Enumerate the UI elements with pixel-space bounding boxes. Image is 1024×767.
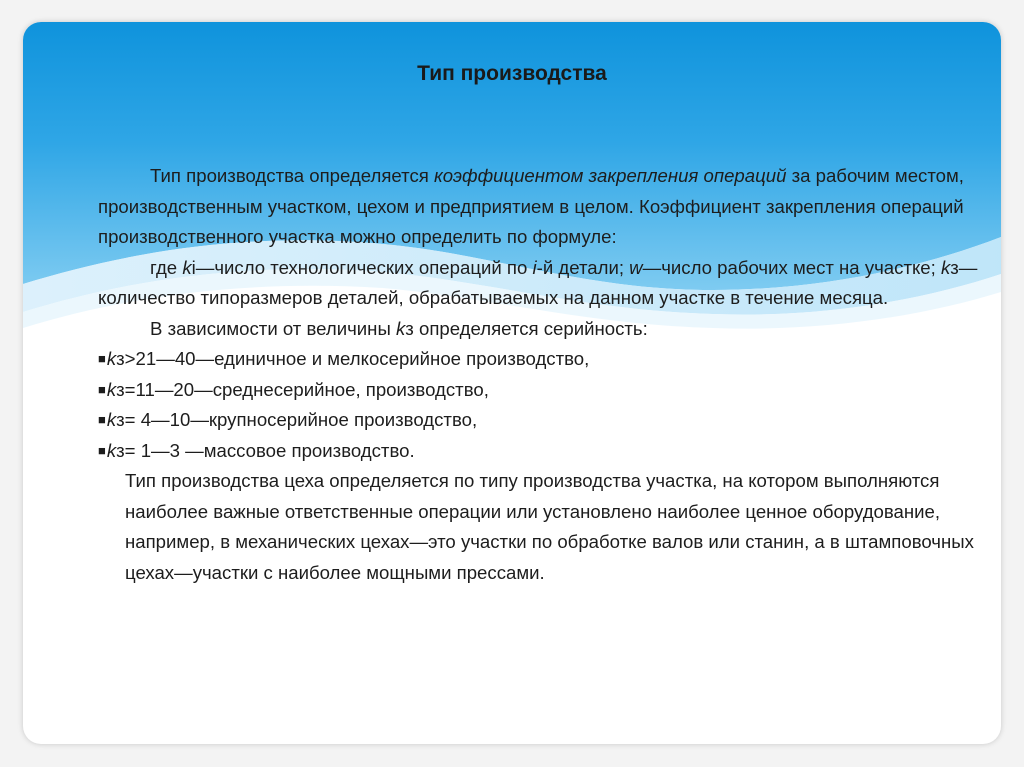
variables-text: -й детали; xyxy=(536,256,630,278)
variables-text: —число рабочих мест на участке; xyxy=(642,256,941,278)
list-item-text: з= 1—3 —массовое производство. xyxy=(116,439,415,461)
seriality-list xyxy=(98,344,988,466)
var-k: k xyxy=(182,256,192,278)
paragraph-definition xyxy=(98,161,988,253)
definition-emphasis: коэффициентом закрепления операций xyxy=(434,165,787,186)
square-bullet-icon: ■ xyxy=(98,351,106,366)
variables-text: з— количество типоразмеров деталей, обрабатываемых на данном участке в течение месяца. xyxy=(98,256,978,308)
slide xyxy=(23,22,1001,744)
var-kz: k xyxy=(396,317,406,339)
list-item xyxy=(98,436,988,467)
list-item xyxy=(98,405,988,436)
variables-text: i—число технологических операций по xyxy=(191,256,533,278)
var-w: w xyxy=(629,256,643,278)
page-title: Тип производства xyxy=(417,62,607,85)
variables-text: где xyxy=(150,256,183,278)
seriality-text: з определяется серийность: xyxy=(405,317,648,339)
var-kz: k xyxy=(106,439,117,461)
paragraph-seriality xyxy=(98,314,988,345)
slide-body xyxy=(98,161,988,588)
list-item-text: з>21—40—единичное и мелкосерийное производство, xyxy=(116,348,590,369)
list-item xyxy=(98,375,988,406)
list-item-text: з= 4—10—крупносерийное производство, xyxy=(116,409,478,430)
square-bullet-icon: ■ xyxy=(98,442,106,458)
var-kz: k xyxy=(106,378,117,400)
definition-text: Тип производства определяется xyxy=(150,165,434,186)
var-kz: k xyxy=(106,409,117,430)
list-item-text: з=11—20—среднесерийное, производство, xyxy=(116,378,489,400)
paragraph-workshop: Тип производства цеха определяется по типу производства участка, на котором выполняются наиболее важные ответственные операции или установлено наиболее ценное оборудование, например, в механических цехах—это участки по обработке валов или станин, а в штамповочных цехах—участки с наиболее мощными прессами. xyxy=(125,470,974,583)
definition-text-end: за рабочим местом, производственным участком, цехом и предприятием в целом. Коэффициент закрепления операций производственного участка можно определить по формуле: xyxy=(98,165,964,247)
square-bullet-icon: ■ xyxy=(98,412,106,427)
list-item xyxy=(98,344,988,375)
square-bullet-icon: ■ xyxy=(98,381,106,397)
var-kz: k xyxy=(106,348,117,369)
seriality-text: В зависимости от величины xyxy=(150,317,396,339)
var-i: i xyxy=(532,256,537,278)
var-kz: k xyxy=(940,256,951,278)
paragraph-variables xyxy=(98,253,988,314)
